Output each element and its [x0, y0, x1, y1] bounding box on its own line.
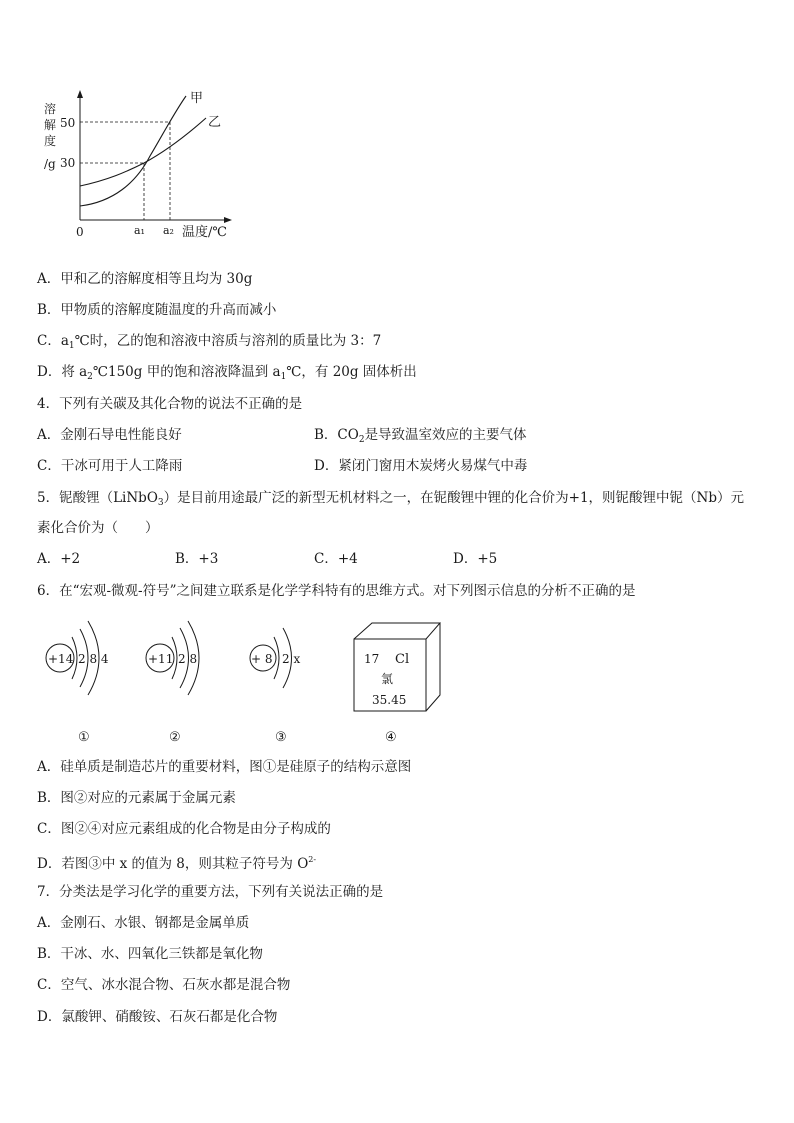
element-name: 氯: [381, 672, 394, 686]
atom1-nucleus-charge: +14: [48, 652, 74, 666]
x-tick-a2: a₂: [163, 224, 174, 237]
y-axis-arrow: [77, 90, 83, 98]
q3-d-mid: ℃150g 甲的饱和溶液降温到 a: [92, 364, 281, 380]
q6-stem: 6．在“宏观-微观-符号”之间建立联系是化学学科特有的思维方式。对下列图示信息的分析不正确的是: [37, 583, 636, 599]
q3-c-post: ℃时，乙的饱和溶液中溶质与溶剂的质量比为 3：7: [74, 333, 382, 349]
element-mass: 35.45: [372, 693, 407, 707]
q3-d-pre: D．将 a: [37, 364, 88, 380]
q3-d-sub2: 1: [280, 372, 287, 382]
solubility-graph: [38, 88, 278, 238]
q6-option-a: A．硅单质是制造芯片的重要材料，图①是硅原子的结构示意图: [37, 759, 412, 775]
q7-stem: 7．分类法是学习化学的重要方法，下列有关说法正确的是: [37, 884, 384, 900]
q3-option-b: B．甲物质的溶解度随温度的升高而减小: [37, 302, 277, 318]
q5-option-a: A．+2: [37, 551, 81, 567]
atom-diagrams: [38, 615, 488, 745]
q6-d-pre: D．若图③中 x 的值为 8，则其粒子符号为 O: [37, 856, 309, 872]
diagram-label-2: ②: [169, 730, 181, 745]
origin-label: 0: [76, 225, 84, 238]
atom2-nucleus-charge: +11: [148, 652, 174, 666]
q4-option-c: C．干冰可用于人工降雨: [37, 458, 183, 474]
curve-label-jia: 甲: [190, 91, 204, 106]
q7-option-b: B．干冰、水、四氧化三铁都是氧化物: [37, 946, 263, 962]
element-symbol: Cl: [395, 652, 410, 667]
q5-option-d: D．+5: [453, 551, 498, 567]
q6-option-d: [37, 851, 316, 873]
q3-option-a: A．甲和乙的溶解度相等且均为 30g: [37, 271, 253, 287]
q7-option-c: C．空气、冰水混合物、石灰水都是混合物: [37, 977, 291, 993]
y-axis-label-1: 溶: [44, 102, 57, 116]
y-axis-label-3: 度: [44, 134, 57, 148]
diagram-label-4: ④: [385, 730, 397, 745]
q4-b-post: 是导致温室效应的主要气体: [364, 427, 527, 443]
q3-option-c: [37, 332, 381, 355]
q6-option-b: B．图②对应的元素属于金属元素: [37, 790, 236, 806]
q4-b-pre: B．CO: [314, 427, 359, 443]
q3-c-pre: C．a: [37, 333, 69, 349]
atom3-nucleus-charge: + 8: [251, 652, 273, 666]
q7-option-d: D．氯酸钾、硝酸铵、石灰石都是化合物: [37, 1009, 278, 1025]
q4-option-d: D．紧闭门窗用木炭烤火易煤气中毒: [314, 458, 528, 474]
y-tick-30: 30: [60, 156, 76, 170]
y-tick-50: 50: [60, 116, 76, 130]
diagram-label-1: ①: [78, 730, 90, 745]
y-axis-label-4: /g: [44, 157, 56, 171]
q4-stem: 4．下列有关碳及其化合物的说法不正确的是: [37, 396, 303, 412]
x-axis-label: 温度/℃: [182, 225, 227, 238]
q5-stem-pre: 5．铌酸锂（LiNbO: [37, 490, 158, 506]
diagram-label-3: ③: [275, 730, 287, 745]
q4-option-a: A．金刚石导电性能良好: [37, 427, 182, 443]
q3-c-sub: 1: [68, 341, 75, 351]
atom1-shell-electrons: 2 8 4: [78, 652, 109, 666]
element-number: 17: [364, 652, 380, 666]
x-axis-arrow: [224, 217, 232, 223]
q6-option-c: C．图②④对应元素组成的化合物是由分子构成的: [37, 821, 331, 837]
q5-option-c: C．+4: [314, 551, 358, 567]
atom3-shell-electrons: 2 x: [282, 652, 301, 666]
q5-stem: [37, 489, 744, 512]
q5-option-b: B．+3: [175, 551, 219, 567]
q3-option-d: [37, 363, 417, 386]
q3-d-sub1: 2: [87, 372, 93, 382]
curve-label-yi: 乙: [208, 115, 222, 130]
q5-stem-line2: 素化合价为（ ）: [37, 520, 159, 536]
q7-option-a: A．金刚石、水银、钢都是金属单质: [37, 915, 250, 931]
curve-yi: [80, 118, 206, 186]
y-axis-label-2: 解: [44, 118, 57, 132]
x-tick-a1: a₁: [134, 224, 145, 237]
q4-option-b: [314, 426, 527, 449]
q5-stem-sub: 3: [157, 498, 164, 508]
q5-stem-post: ）是目前用途最广泛的新型无机材料之一，在铌酸锂中锂的化合价为+1，则铌酸锂中铌（Nb）元: [163, 490, 744, 506]
q3-d-post: ℃，有 20g 固体析出: [286, 364, 417, 380]
element-card-top: [354, 623, 440, 639]
q4-b-sub: 2: [358, 435, 365, 445]
q6-d-sup: 2-: [308, 855, 317, 864]
atom2-shell-electrons: 2 8: [178, 652, 198, 666]
